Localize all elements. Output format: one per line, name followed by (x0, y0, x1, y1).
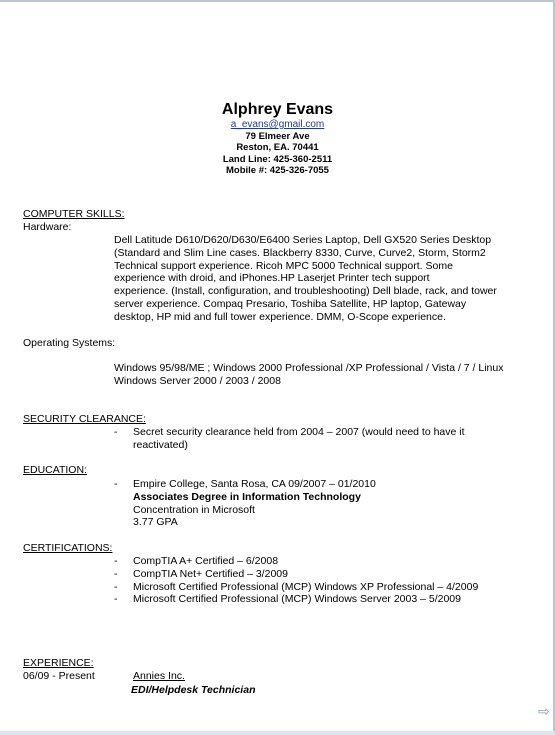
section-title-certifications: CERTIFICATIONS: (23, 542, 113, 554)
text-line: Windows Server 2000 / 2003 / 2008 (114, 374, 281, 387)
experience-dates: 06/09 - Present (23, 670, 95, 682)
hardware-description (114, 234, 534, 324)
candidate-name: Alphrey Evans (221, 101, 334, 118)
section-title-experience: EXPERIENCE: (23, 657, 94, 669)
text-line: reactivated) (133, 438, 188, 451)
landline-phone: Land Line: 425-360-2511 (222, 153, 333, 165)
list-item: CompTIA A+ Certified – 6/2008 (133, 555, 279, 567)
list-item: CompTIA Net+ Certified – 3/2009 (133, 567, 288, 580)
gpa-line: 3.77 GPA (133, 516, 178, 529)
experience-company: Annies Inc. (133, 670, 185, 682)
degree-line: Associates Degree in Information Technology (133, 490, 361, 503)
experience-role: EDI/Helpdesk Technician (131, 684, 256, 696)
text-line: Technical support experience. Ricoh MPC 5000 Technical support. Some (114, 259, 453, 272)
text-line: Secret security clearance held from 2004 – 2007 (would need to have it (133, 426, 465, 438)
list-dash: - (114, 593, 118, 606)
text-line: (Standard and Slim Line cases. Blackberry 8330, Curve, Curve2, Storm, Storm2 (114, 246, 486, 259)
section-title-computer-skills: COMPUTER SKILLS: (23, 208, 125, 220)
city-line: Reston, EA. 70441 (236, 142, 319, 153)
education-entry (133, 478, 493, 529)
address-line: 79 Elmeer Ave (245, 130, 310, 142)
list-dash: - (114, 478, 118, 490)
hardware-label: Hardware: (23, 221, 72, 233)
resume-header (0, 100, 555, 177)
security-clearance-text (133, 426, 493, 452)
section-title-education: EDUCATION: (23, 464, 87, 476)
certification-list (133, 555, 533, 606)
text-line: Windows 95/98/ME ; Windows 2000 Professional /XP Professional / Vista / 7 / Linux (114, 362, 504, 374)
school-line: Empire College, Santa Rosa, CA 09/2007 – 01/2010 (133, 478, 376, 490)
os-description (114, 362, 534, 388)
text-line: experience with droid, and iPhones.HP Laserjet Printer tech support (114, 272, 430, 285)
list-dash: - (114, 555, 118, 567)
text-line: experience. (Install, configuration, and troubleshooting) Dell blade, rack, and tower (114, 285, 497, 298)
email-link[interactable]: a_evans@gmail.com (230, 119, 325, 130)
arrow-right-icon[interactable]: ⇨ (538, 703, 550, 719)
list-dash: - (114, 567, 118, 580)
os-label: Operating Systems: (23, 337, 116, 349)
list-dash: - (114, 580, 118, 593)
list-item: Microsoft Certified Professional (MCP) Windows Server 2003 – 5/2009 (133, 593, 461, 606)
page-border-top (0, 0, 555, 2)
text-line: server experience. Compaq Presario, Toshiba Satellite, HP laptop, Gateway (114, 297, 467, 310)
mobile-phone: Mobile #: 425-326-7055 (226, 165, 329, 176)
section-title-security-clearance: SECURITY CLEARANCE: (23, 413, 146, 425)
page-border-bottom (0, 731, 555, 735)
text-line: Dell Latitude D610/D620/D630/E6400 Series Laptop, Dell GX520 Series Desktop (114, 234, 492, 246)
list-item: Microsoft Certified Professional (MCP) Windows XP Professional – 4/2009 (133, 580, 479, 593)
text-line: desktop, HP mid and full tower experience. DMM, O-Scope experience. (114, 310, 446, 323)
list-dash: - (114, 426, 118, 438)
concentration-line: Concentration in Microsoft (133, 503, 255, 516)
